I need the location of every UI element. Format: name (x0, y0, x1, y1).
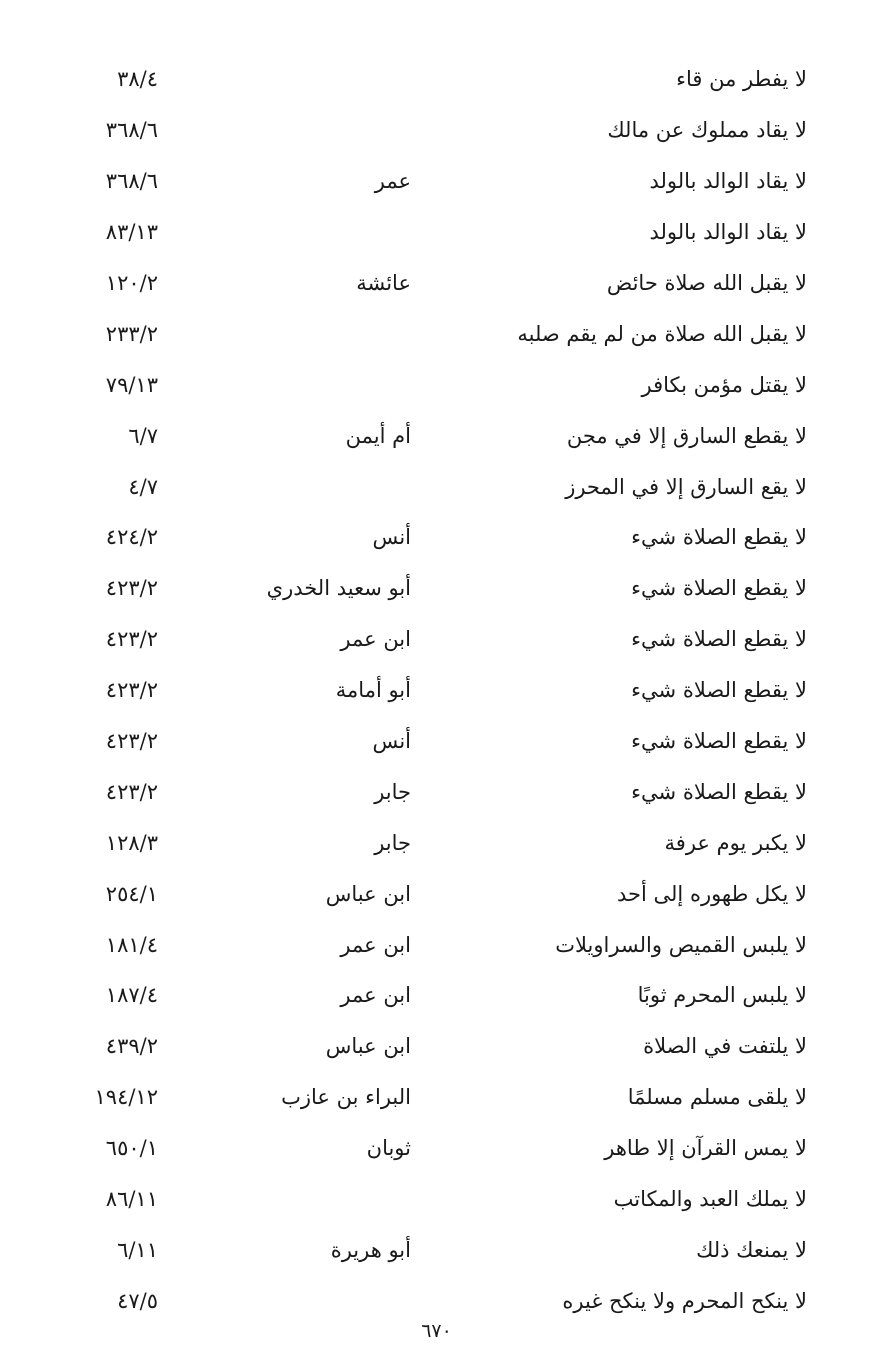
volume-page-ref: ١٩٤/١٢ (94, 1085, 158, 1110)
hadith-text: لا يلقى مسلم مسلمًا (627, 1085, 807, 1110)
hadith-text: لا يقتل مؤمن بكافر (641, 372, 807, 397)
volume-page-ref: ٣٦٨/٦ (105, 169, 158, 194)
hadith-text: لا يكبر يوم عرفة (664, 830, 807, 855)
narrator-name: ابن عمر (340, 932, 411, 957)
index-entry (0, 54, 873, 105)
index-entry (0, 1275, 873, 1326)
narrator-name: ابن عباس (325, 1034, 411, 1059)
narrator-name: أبو هريرة (330, 1237, 411, 1262)
hadith-text: لا يقطع الصلاة شيء (631, 729, 807, 754)
narrator-name: أم أيمن (345, 423, 411, 448)
page-number: ٦٧٠ (421, 1320, 452, 1342)
index-entry (0, 817, 873, 868)
volume-page-ref: ٢٣٣/٢ (105, 321, 158, 346)
index-entry (0, 716, 873, 767)
narrator-name: ابن عمر (340, 983, 411, 1008)
index-entry (0, 1072, 873, 1123)
volume-page-ref: ١٢٨/٣ (105, 830, 158, 855)
index-entry (0, 359, 873, 410)
narrator-name: جابر (374, 830, 411, 855)
narrator-name: جابر (374, 779, 411, 804)
hadith-text: لا يمس القرآن إلا طاهر (604, 1136, 807, 1161)
index-entry (0, 868, 873, 919)
volume-page-ref: ٤/٧ (128, 474, 158, 499)
hadith-text: لا يقطع الصلاة شيء (631, 627, 807, 652)
volume-page-ref: ٤٢٣/٢ (105, 576, 158, 601)
volume-page-ref: ٣٨/٤ (117, 67, 158, 92)
volume-page-ref: ١٨١/٤ (105, 932, 158, 957)
narrator-name: البراء بن عازب (281, 1085, 411, 1110)
narrator-name: أنس (372, 525, 411, 550)
hadith-text: لا يقطع السارق إلا في مجن (566, 423, 807, 448)
volume-page-ref: ١٨٧/٤ (105, 983, 158, 1008)
hadith-text: لا ينكح المحرم ولا ينكح غيره (562, 1288, 807, 1313)
hadith-text: لا يقطع الصلاة شيء (631, 576, 807, 601)
volume-page-ref: ٦/١١ (117, 1237, 158, 1262)
hadith-text: لا يقع السارق إلا في المحرز (565, 474, 807, 499)
volume-page-ref: ٣٦٨/٦ (105, 118, 158, 143)
narrator-name: ابن عباس (325, 881, 411, 906)
volume-page-ref: ٤٣٩/٢ (105, 1034, 158, 1059)
volume-page-ref: ٦/٧ (128, 423, 158, 448)
volume-page-ref: ١٢٠/٢ (105, 271, 158, 295)
hadith-text: لا يقاد الوالد بالولد (649, 169, 807, 194)
hadith-text: لا يمنعك ذلك (696, 1237, 807, 1262)
hadith-text: لا يقاد مملوك عن مالك (607, 118, 807, 143)
hadith-text: لا يلبس القميص والسراويلات (555, 932, 807, 957)
hadith-text: لا يقطع الصلاة شيء (631, 525, 807, 550)
index-entry (0, 1021, 873, 1072)
volume-page-ref: ٤٢٤/٢ (105, 525, 158, 550)
index-entry (0, 105, 873, 156)
volume-page-ref: ٤٧/٥ (117, 1288, 158, 1313)
index-entry (0, 410, 873, 461)
index-entry (0, 766, 873, 817)
index-entry (0, 512, 873, 563)
narrator-name: ثوبان (366, 1136, 411, 1161)
narrator-name: عائشة (356, 271, 411, 295)
volume-page-ref: ٨٦/١١ (105, 1187, 158, 1212)
hadith-text: لا يملك العبد والمكاتب (613, 1187, 807, 1212)
hadith-text: لا يفطر من قاء (676, 67, 807, 92)
narrator-name: ابن عمر (340, 627, 411, 652)
index-entry (0, 1224, 873, 1275)
hadith-text: لا يقبل الله صلاة من لم يقم صلبه (517, 321, 807, 346)
index-entry (0, 1174, 873, 1225)
index-entry (0, 258, 873, 309)
hadith-text: لا يقاد الوالد بالولد (649, 220, 807, 245)
volume-page-ref: ٨٣/١٣ (105, 220, 158, 245)
hadith-index-list (0, 54, 873, 1326)
hadith-text: لا يلبس المحرم ثوبًا (637, 983, 807, 1008)
volume-page-ref: ٤٢٣/٢ (105, 779, 158, 804)
index-entry (0, 919, 873, 970)
index-entry (0, 156, 873, 207)
narrator-name: أبو سعيد الخدري (266, 576, 411, 601)
index-entry (0, 563, 873, 614)
narrator-name: أبو أمامة (335, 678, 411, 703)
index-entry (0, 308, 873, 359)
hadith-text: لا يلتفت في الصلاة (643, 1034, 807, 1059)
volume-page-ref: ٤٢٣/٢ (105, 729, 158, 754)
hadith-text: لا يقبل الله صلاة حائض (606, 271, 807, 295)
index-entry (0, 614, 873, 665)
volume-page-ref: ٢٥٤/١ (105, 881, 158, 906)
volume-page-ref: ٦٥٠/١ (105, 1136, 158, 1161)
narrator-name: أنس (372, 729, 411, 754)
hadith-text: لا يقطع الصلاة شيء (631, 678, 807, 703)
volume-page-ref: ٤٢٣/٢ (105, 627, 158, 652)
hadith-text: لا يكل طهوره إلى أحد (617, 881, 807, 906)
index-entry (0, 1123, 873, 1174)
index-entry (0, 461, 873, 512)
volume-page-ref: ٧٩/١٣ (105, 372, 158, 397)
narrator-name: عمر (374, 169, 411, 194)
hadith-text: لا يقطع الصلاة شيء (631, 779, 807, 804)
index-entry (0, 665, 873, 716)
index-entry (0, 970, 873, 1021)
index-entry (0, 207, 873, 258)
volume-page-ref: ٤٢٣/٢ (105, 678, 158, 703)
